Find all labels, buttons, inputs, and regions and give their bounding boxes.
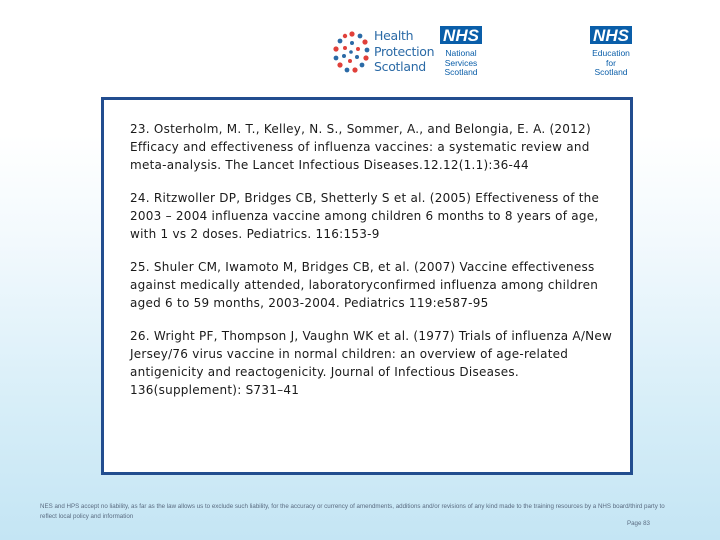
nhs-education-for-scotland-logo (588, 26, 634, 78)
reference-list (130, 120, 616, 414)
hps-dot-ring-icon (333, 30, 371, 80)
nhs-nes-line-1: Education (592, 48, 630, 58)
hps-line-2: Protection (374, 43, 435, 59)
reference-item-23: 23. Osterholm, M. T., Kelley, N. S., Sommer, A., and Belongia, E. A. (2012) Efficacy and effectiveness of influenza vaccines: a systematic review and meta-analysis. The Lancet Infectious Diseases.12.12(1.1):36-44 (130, 122, 591, 172)
hps-line-3: Scotland (374, 59, 426, 74)
references-panel (101, 97, 633, 475)
nhs-mark: NHS (590, 26, 632, 44)
nhs-nes-org-name (588, 49, 634, 78)
nhs-mark: NHS (440, 26, 482, 44)
reference-item-25: 25. Shuler CM, Iwamoto M, Bridges CB, et al. (2007) Vaccine effectiveness against medically attended, laboratoryconfirmed influenza among children aged 6 to 59 months, 2003-2004. Pediatrics 119:e587-95 (130, 260, 599, 310)
footer-disclaimer: NES and HPS accept no liability, as far as the law allows us to exclude such liability, for the accuracy or currency of amendments, additions and/or revisions of any kind made to the training resources by a NHS board/third party to reflect local policy and information (40, 503, 665, 520)
reference-item-26: 26. Wright PF, Thompson J, Vaughn WK et al. (1977) Trials of influenza A/New Jersey/76 virus vaccine in normal children: an overview of age-related antigenicity and reactogenicity. Journal of Infectious Diseases. 136(supplement): S731–41 (130, 329, 613, 397)
nhs-national-services-scotland-logo (437, 26, 485, 78)
nhs-nes-line-3: Scotland (594, 67, 628, 77)
hps-line-1: Health (374, 28, 414, 43)
page-number: Page 83 (626, 520, 650, 527)
nhs-nss-line-1: National (445, 48, 477, 58)
nhs-nss-line-3: Scotland (444, 67, 478, 77)
hps-logo-text (374, 28, 434, 75)
nhs-nss-org-name (437, 49, 485, 78)
health-protection-scotland-logo (333, 28, 435, 82)
reference-item-24: 24. Ritzwoller DP, Bridges CB, Shetterly S et al. (2005) Effectiveness of the 2003 – 2004 influenza vaccine among children 6 months to 8 years of age, with 1 vs 2 doses. Pediatrics. 116:153-9 (130, 191, 600, 241)
nhs-nes-line-2: for (606, 57, 616, 68)
nhs-nss-line-2: Services (444, 57, 478, 68)
